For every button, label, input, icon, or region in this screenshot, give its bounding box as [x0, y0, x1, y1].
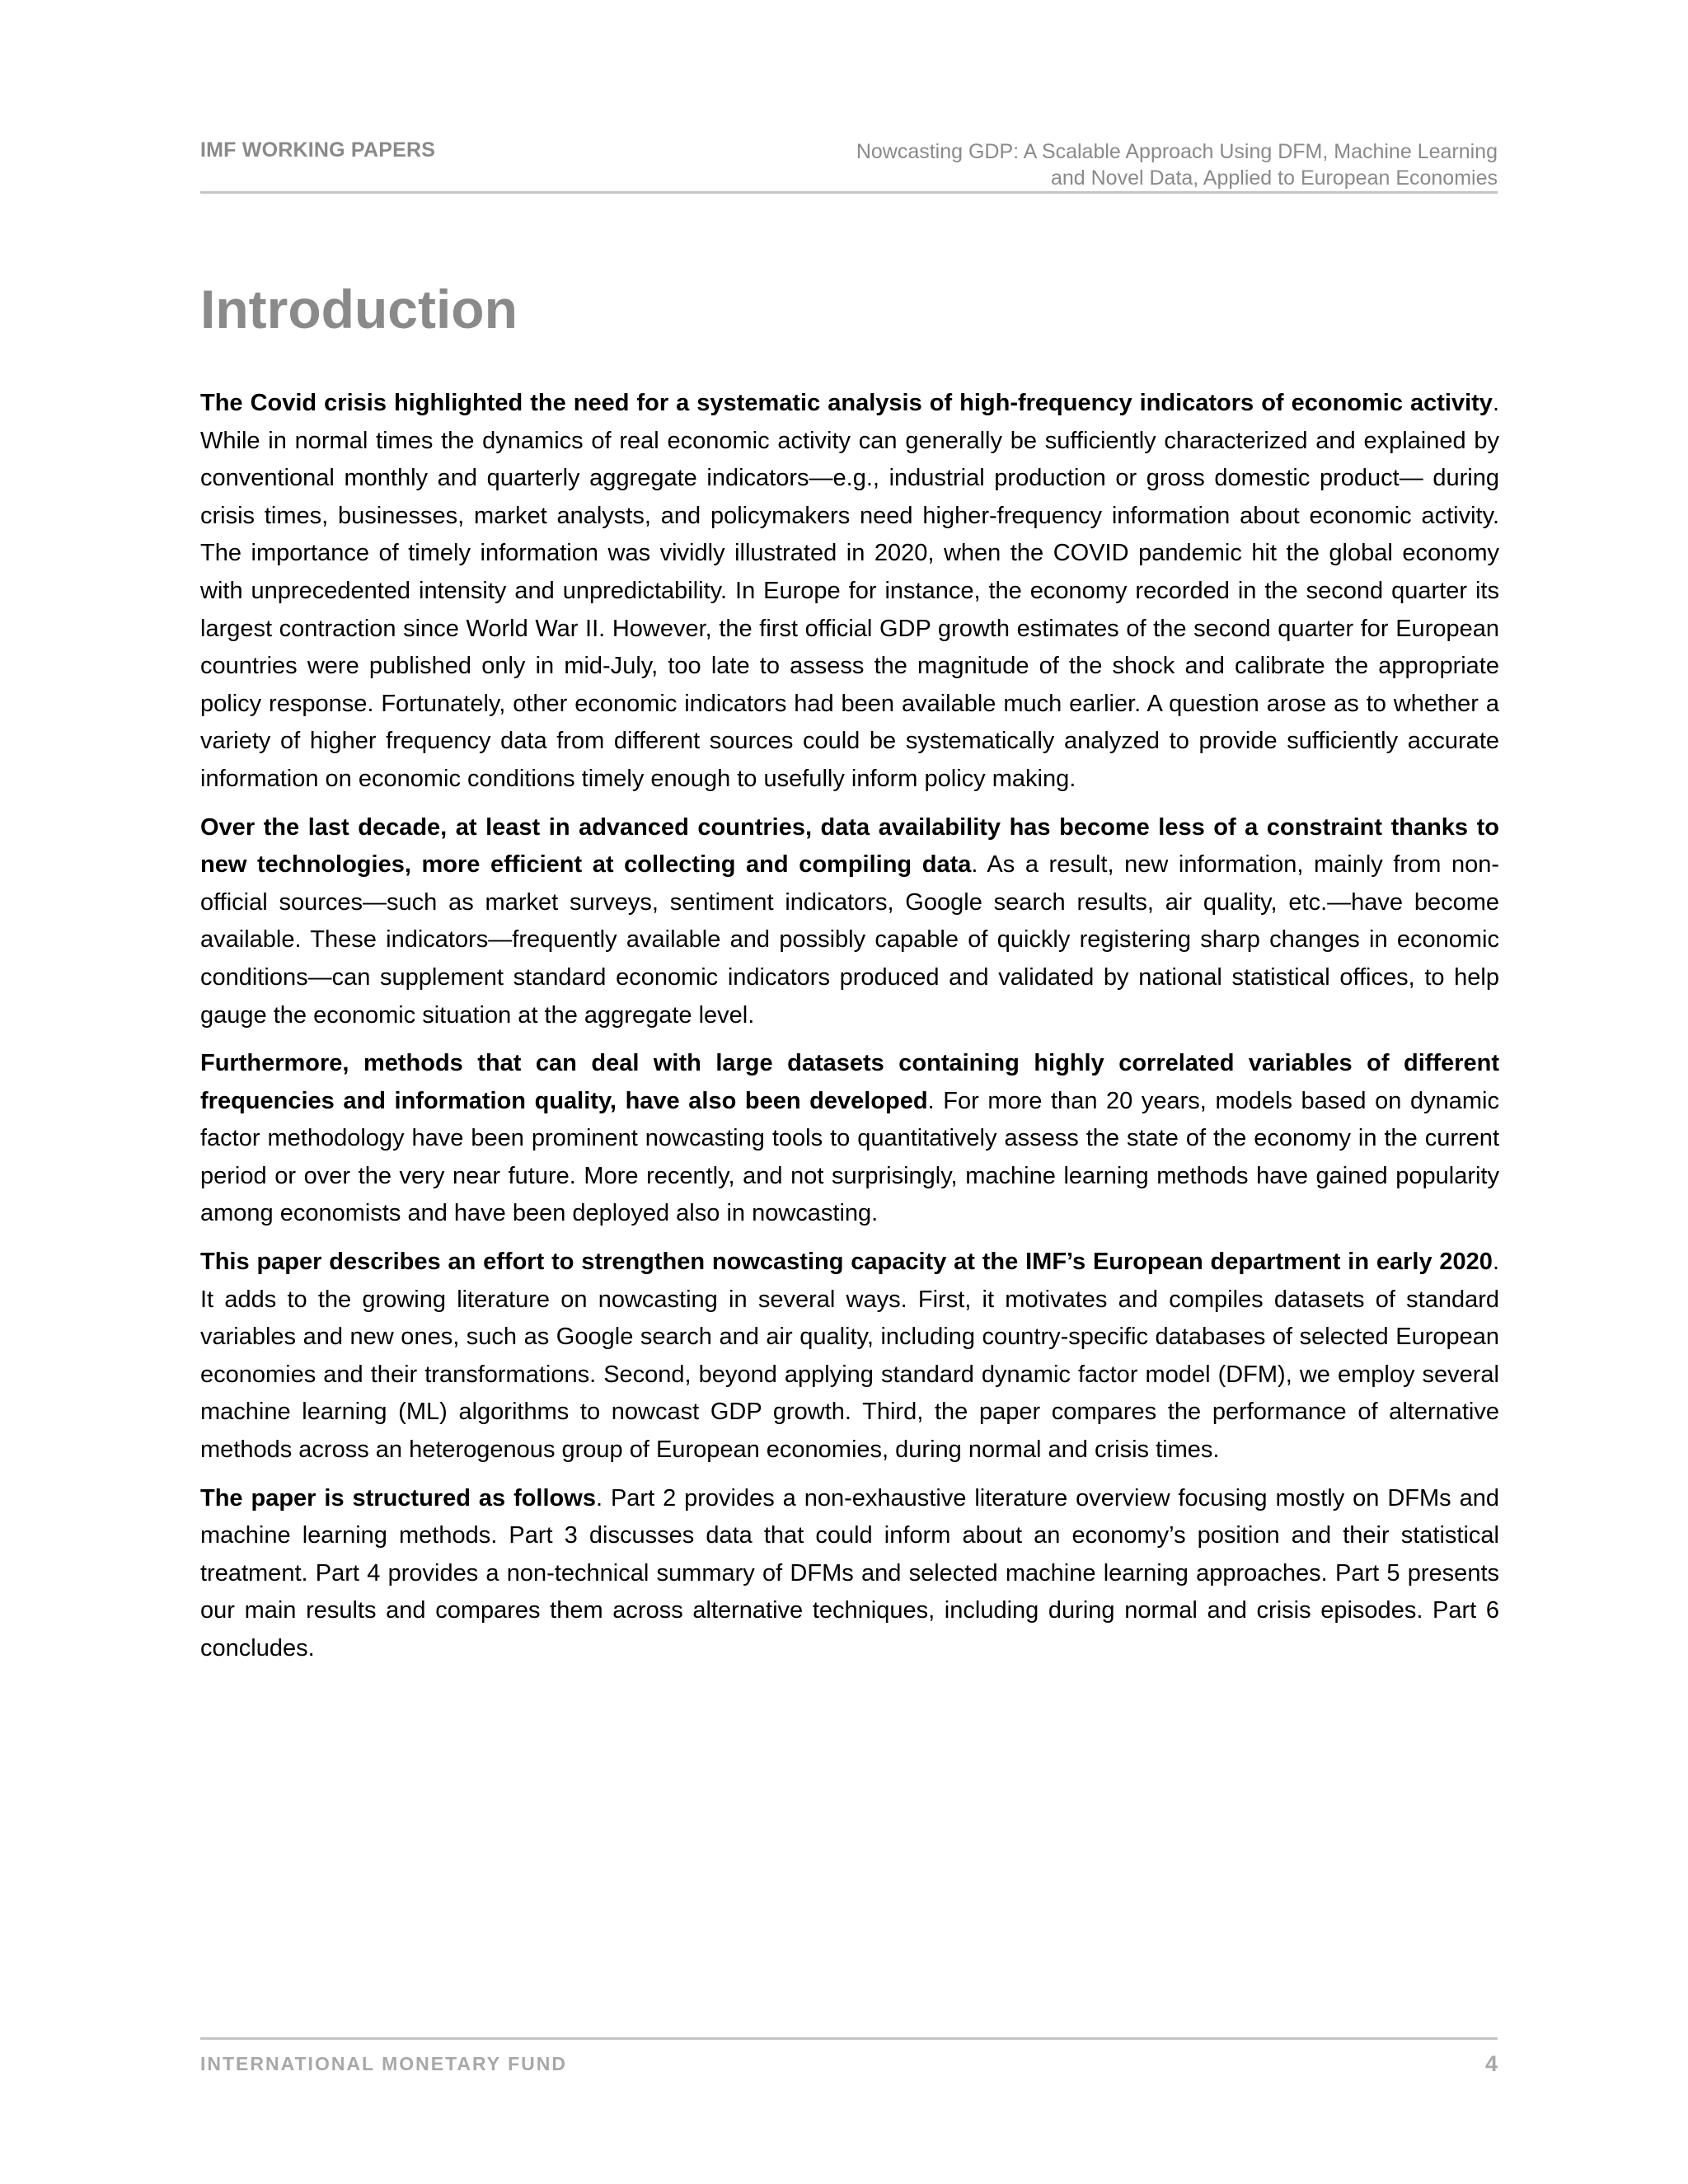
paragraph-3-text: . For more than 20 years, models based on dynamic factor methodology have been prominent nowcasting tools to quantitatively assess the state of the economy in the current period or over the very near future. More recently, and not surprisingly, machine learning methods have gained popularity among economists and have been deployed also in nowcasting.: [200, 1087, 1499, 1227]
paragraph-2: [200, 809, 1499, 1035]
paragraph-2-lead: Over the last decade, at least in advanced countries, data availability has become less of a constraint thanks to new technologies, more efficient at collecting and compiling data: [200, 813, 1499, 879]
paragraph-3: [200, 1045, 1499, 1233]
running-title-line-2: and Novel Data, Applied to European Economies: [1050, 166, 1498, 190]
footer-organization: INTERNATIONAL MONETARY FUND: [200, 2053, 567, 2074]
paragraph-1-text: . While in normal times the dynamics of real economic activity can generally be sufficiently characterized and explained by conventional monthly and quarterly aggregate indicators—e.g., industrial production or gross domestic product— during crisis times, businesses, market analysts, and policymakers need higher-frequency information about economic activity. The importance of timely information was vividly illustrated in 2020, when the COVID pandemic hit the global economy with unprecedented intensity and unpredictability. In Europe for instance, the economy recorded in the second quarter its largest contraction since World War II. However, the first official GDP growth estimates of the second quarter for European countries were published only in mid-July, too late to assess the magnitude of the shock and calibrate the appropriate policy response. Fortunately, other economic indicators had been available much earlier. A question arose as to whether a variety of higher frequency data from different sources could be systematically analyzed to provide sufficiently accurate information on economic conditions timely enough to usefully inform policy making.: [200, 390, 1499, 792]
section-title: Introduction: [200, 279, 518, 340]
paragraph-5-text: . Part 2 provides a non-exhaustive literature overview focusing mostly on DFMs and machine learning methods. Part 3 discusses data that could inform about an economy’s position and their statistical treatment. Part 4 provides a non-technical summary of DFMs and selected machine learning approaches. Part 5 presents our main results and compares them across alternative techniques, including during normal and crisis episodes. Part 6 concludes.: [200, 1484, 1499, 1661]
page-number: 4: [1484, 2051, 1498, 2076]
paragraph-2-text: . As a result, new information, mainly from non-official sources—such as market surveys, sentiment indicators, Google search results, air quality, etc.—have become available. These indicators—frequently available and possibly capable of quickly registering sharp changes in economic conditions—can supplement standard economic indicators produced and validated by national statistical offices, to help gauge the economic situation at the aggregate level.: [200, 851, 1499, 1029]
series-label: IMF WORKING PAPERS: [200, 138, 436, 162]
page-header: [200, 135, 1498, 194]
paragraph-4: [200, 1244, 1499, 1469]
paragraph-4-text: . It adds to the growing literature on nowcasting in several ways. First, it motivates and compiles datasets of standard variables and new ones, such as Google search and air quality, including country-specific databases of selected European economies and their transformations. Second, beyond applying standard dynamic factor model (DFM), we employ several machine learning (ML) algorithms to nowcast GDP growth. Third, the paper compares the performance of alternative methods across an heterogenous group of European economies, during normal and crisis times.: [200, 1249, 1499, 1464]
paragraph-5-lead: The paper is structured as follows: [200, 1484, 596, 1511]
paragraph-1: [200, 385, 1499, 799]
paragraph-4-lead: This paper describes an effort to strengthen nowcasting capacity at the IMF’s European department in early 2020: [200, 1249, 1493, 1276]
running-title: [856, 138, 1498, 191]
paragraph-1-lead: The Covid crisis highlighted the need for a systematic analysis of high-frequency indicators of economic activity: [200, 390, 1493, 416]
paragraph-3-lead: Furthermore, methods that can deal with large datasets containing highly correlated variables of different frequencies and information quality, have also been developed: [200, 1050, 1499, 1114]
running-title-line-1: Nowcasting GDP: A Scalable Approach Using DFM, Machine Learning: [856, 140, 1498, 163]
page-footer: [200, 2037, 1498, 2076]
body-text: [200, 385, 1499, 1679]
paragraph-5: [200, 1480, 1499, 1668]
